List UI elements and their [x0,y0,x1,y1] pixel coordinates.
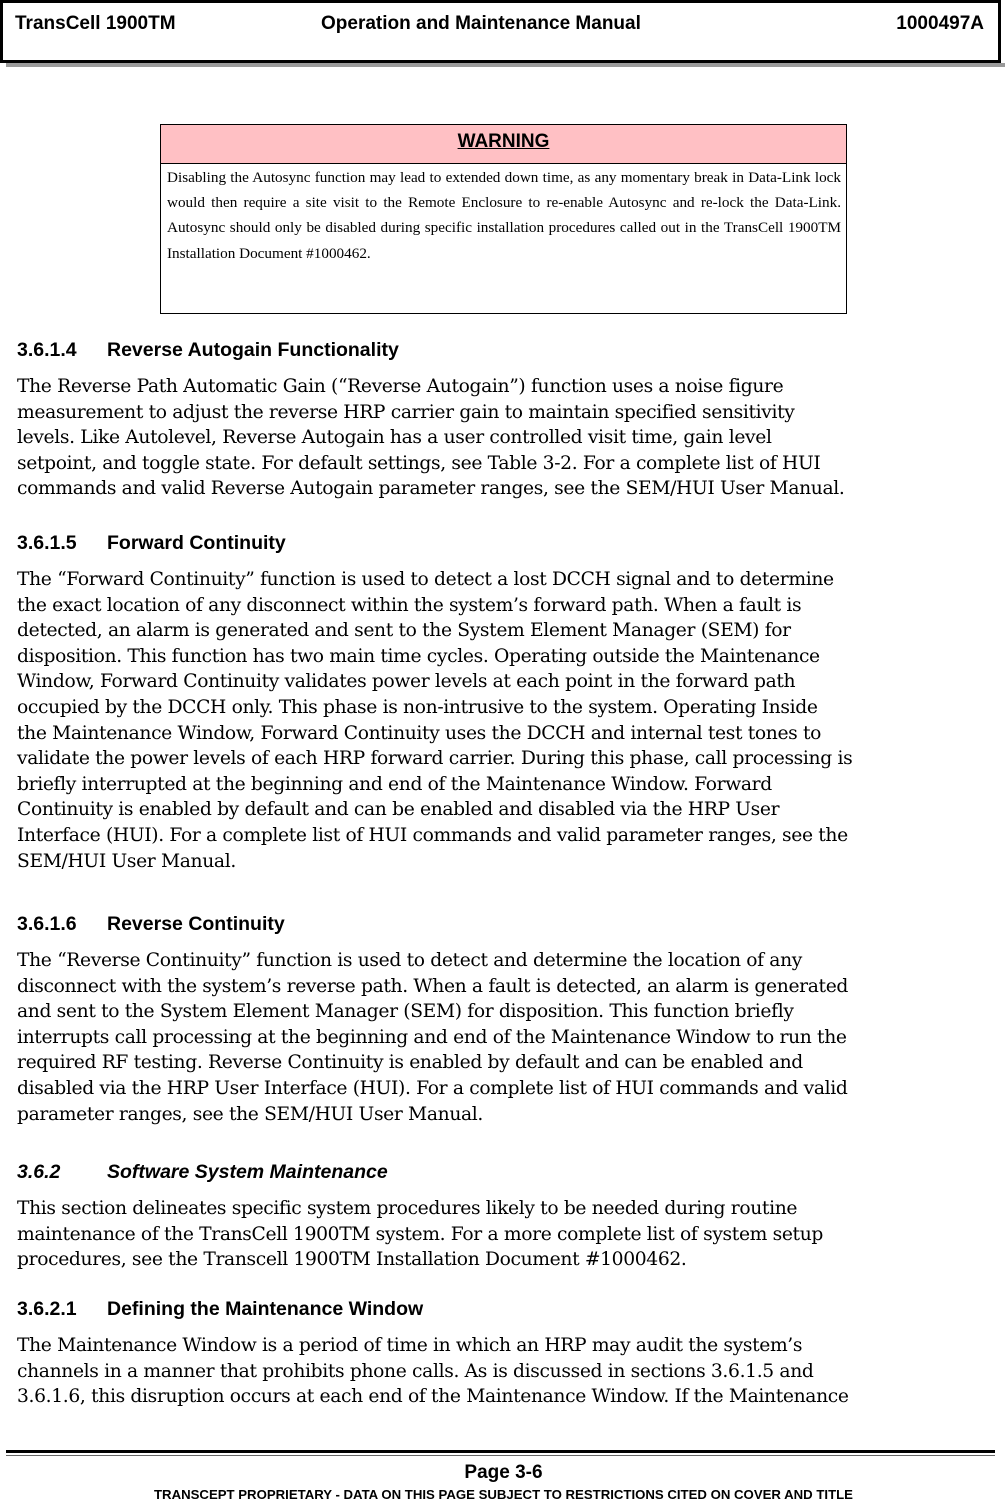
footer-divider [6,1450,995,1453]
section-title: Software System Maintenance [107,1161,388,1183]
page-number: Page 3-6 [464,1462,543,1483]
header-title: Operation and Maintenance Manual [321,13,641,34]
warning-title: WARNING [161,125,846,164]
section-heading [17,913,285,936]
warning-box [160,124,847,314]
section-number: 3.6.2.1 [17,1298,77,1320]
section-number: 3.6.1.5 [17,532,77,554]
footer-divider-thin [6,1455,995,1456]
section-body: This section delineates specific system procedures likely to be needed during routine maintenance of the TransCell 1900TM system. For a more complete list of system setup procedures, see the Transcell 1900TM Installation Document #1000462. [17,1198,824,1271]
section-body: The “Forward Continuity” function is used to detect a lost DCCH signal and to determine the exact location of any disconnect within the system’s forward path. When a fault is detected, an alarm is generated and sent to the System Element Manager (SEM) for disposition. This function has two main time cycles. Operating outside the Maintenance Window, Forward Continuity validates power levels at each point in the forward path occupied by the DCCH only. This phase is non-intrusive to the system. Operating Inside the Maintenance Window, Forward Continuity uses the DCCH and internal test tones to validate the power levels of each HRP forward carrier. During this phase, call processing is briefly interrupted at the beginning and end of the Maintenance Window. Forward Continuity is enabled by default and can be enabled and disabled via the HRP User Interface (HUI). For a complete list of HUI commands and valid parameter ranges, see the SEM/HUI User Manual. [17,569,853,872]
section-heading [17,1298,423,1321]
section-number: 3.6.1.4 [17,339,77,361]
section-number: 3.6.1.6 [17,913,77,935]
section-title: Forward Continuity [107,532,286,554]
header-doc-number: 1000497A [896,13,984,34]
section-heading [17,532,286,555]
proprietary-notice: TRANSCEPT PROPRIETARY - DATA ON THIS PAGE SUBJECT TO RESTRICTIONS CITED ON COVER AND TITLE [154,1487,853,1502]
section-heading [17,1161,388,1184]
section-title: Reverse Autogain Functionality [107,339,399,361]
section-body: The “Reverse Continuity” function is used to detect and determine the location of any disconnect with the system’s reverse path. When a fault is detected, an alarm is generated and sent to the System Element Manager (SEM) for disposition. This function briefly interrupts call processing at the beginning and end of the Maintenance Window to run the required RF testing. Reverse Continuity is enabled by default and can be enabled and disabled via the HRP User Interface (HUI). For a complete list of HUI commands and valid parameter ranges, see the SEM/HUI User Manual. [17,950,849,1125]
warning-text: Disabling the Autosync function may lead to extended down time, as any momentary break in Data-Link lock would then require a site visit to the Remote Enclosure to re-enable Autosync and re-lock the Data-Link. Autosync should only be disabled during specific installation procedures called out in the TransCell 1900TM Installation Document #1000462. [167,169,841,262]
section-title: Defining the Maintenance Window [107,1298,424,1320]
header-product: TransCell 1900TM [15,13,176,34]
section-number: 3.6.2 [17,1161,61,1183]
section-body: The Maintenance Window is a period of time in which an HRP may audit the system’s channels in a manner that prohibits phone calls. As is discussed in sections 3.6.1.5 and 3.6.1.6, this disruption occurs at each end of the Maintenance Window. If the Maintenance [17,1335,849,1408]
page-header [0,0,1001,63]
section-heading [17,339,399,362]
section-body: The Reverse Path Automatic Gain (“Reverse Autogain”) function uses a noise figure measurement to adjust the reverse HRP carrier gain to maintain specified sensitivity levels. Like Autolevel, Reverse Autogain has a user controlled visit time, gain level setpoint, and toggle state. For default settings, see Table 3-2. For a complete list of HUI commands and valid Reverse Autogain parameter ranges, see the SEM/HUI User Manual. [17,376,845,500]
section-title: Reverse Continuity [107,913,285,935]
